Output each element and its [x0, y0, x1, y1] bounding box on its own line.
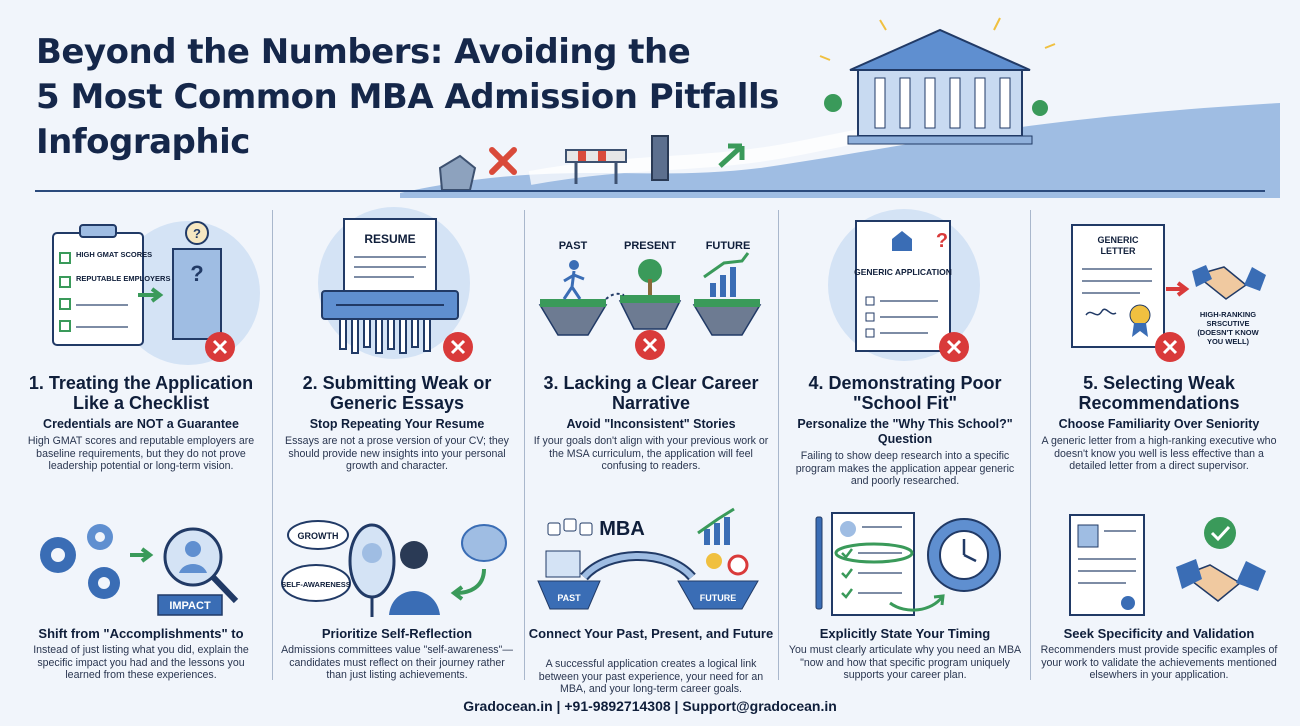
svg-text:PRESENT: PRESENT: [624, 240, 676, 252]
impact-illustration: [18, 505, 264, 625]
svg-text:PAST: PAST: [557, 593, 581, 603]
checklist-illustration: [18, 205, 264, 365]
pitfall-heading: 5. Selecting Weak Recommendations: [1078, 373, 1240, 413]
generic-letter-illustration: [1036, 205, 1282, 365]
bridge-illustration: [528, 505, 774, 625]
pitfall-subheading: Credentials are NOT a Guarantee: [43, 417, 239, 431]
pitfall-column-1: [18, 205, 264, 695]
pitfall-text: High GMAT scores and reputable employers are baseline requirements, but they do not prove leadership potential or long-term vision.: [27, 435, 255, 473]
pitfall-heading: 4. Demonstrating Poor "School Fit": [808, 373, 1002, 413]
bar-chart-icon: [704, 529, 710, 545]
timing-illustration: [782, 505, 1028, 625]
arrow-icon: [454, 569, 484, 599]
rock-icon: [440, 156, 475, 190]
tip-text: Admissions committees value "self-awareness"—candidates must reflect on their journey rather than just listing achievements.: [281, 644, 513, 682]
pitfall-text: If your goals don't align with your previous work or the MSA curriculum, the application will feel confusing to readers.: [533, 435, 769, 473]
arrow-icon: [130, 549, 150, 561]
title-line-3: Infographic: [36, 122, 250, 162]
footer-contact: Gradocean.in | +91-9892714308 | Support@gradocean.in: [463, 698, 837, 714]
seal-icon: [1121, 596, 1135, 610]
bar-chart-icon: [710, 283, 716, 297]
floating-island-icon: [540, 305, 606, 335]
pitfall-heading: 2. Submitting Weak or Generic Essays: [302, 373, 492, 413]
tip-text: Instead of just listing what you did, explain the specific impact you had and the lessons you learned from these experiences.: [33, 644, 249, 682]
career-narrative-illustration: [528, 205, 774, 365]
pitfall-text: Failing to show deep research into a specific program makes the application appear generic and poorly researched.: [795, 450, 1015, 488]
column-separator: [272, 210, 273, 680]
pen-icon: [816, 517, 822, 609]
walking-person-icon: [569, 260, 579, 270]
tip-heading: Prioritize Self-Reflection: [321, 626, 473, 641]
svg-text:MBA: MBA: [599, 518, 645, 540]
tip-heading: Seek Specificity and Validation: [1063, 626, 1255, 641]
target-icon: [729, 556, 747, 574]
lightbulb-icon: [706, 553, 722, 569]
svg-text:FUTURE: FUTURE: [705, 240, 751, 252]
pitfall-heading: 1. Treating the Application Like a Checklist: [28, 373, 254, 413]
svg-text:GENERICLETTER: GENERIC LETTER: [1097, 235, 1139, 256]
pitfall-subheading: Choose Familiarity Over Seniority: [1058, 417, 1260, 431]
floating-island-icon: [620, 301, 680, 329]
svg-text:?: ?: [935, 230, 949, 252]
svg-text:RESUME: RESUME: [364, 232, 416, 246]
hero-illustration: [380, 8, 1300, 198]
svg-text:GROWTH: GROWTH: [297, 531, 339, 541]
title-line-1: Beyond the Numbers: Avoiding the: [36, 32, 691, 72]
svg-text:?: ?: [190, 261, 204, 286]
self-reflection-illustration: [274, 505, 520, 625]
svg-text:?: ?: [193, 226, 201, 241]
tree-icon: [824, 94, 842, 112]
svg-text:IMPACT: IMPACT: [169, 600, 211, 612]
building-icon: [546, 551, 580, 577]
tip-heading: Shift from "Accomplishments" to: [38, 626, 244, 641]
arrow-icon: [1166, 283, 1186, 295]
column-separator: [524, 210, 525, 680]
svg-text:PAST: PAST: [558, 240, 588, 252]
pitfall-subheading: Personalize the "Why This School?" Question: [797, 417, 1013, 446]
tip-heading: Connect Your Past, Present, and Future: [528, 626, 774, 641]
validation-illustration: [1036, 505, 1282, 625]
pitfall-subheading: Stop Repeating Your Resume: [309, 417, 485, 431]
seal-icon: [1130, 305, 1150, 325]
shredder-illustration: [274, 205, 520, 365]
tree-icon: [1032, 100, 1048, 116]
person-icon: [400, 541, 428, 569]
school-icon: [892, 239, 912, 251]
pitfall-text: A generic letter from a high-ranking executive who doesn't know you well is less effective than a detailed letter from a direct supervisor.: [1041, 435, 1277, 473]
wall-block-icon: [652, 136, 668, 180]
svg-text:REPUTABLE EMPLOYERS: REPUTABLE EMPLOYERS: [76, 274, 171, 283]
floating-island-icon: [694, 305, 760, 335]
divider: [35, 190, 1265, 192]
svg-text:FUTURE: FUTURE: [699, 593, 737, 603]
checkmark-icon: [1204, 517, 1236, 549]
pitfall-column-2: [274, 205, 520, 695]
svg-text:GENERIC APPLICATION: GENERIC APPLICATION: [854, 267, 952, 277]
tip-text: You must clearly articulate why you need an MBA "now and how that specific program uniquely supports your career plan.: [788, 644, 1022, 682]
pitfall-heading: 3. Lacking a Clear Career Narrative: [543, 373, 759, 413]
pitfall-subheading: Avoid "Inconsistent" Stories: [566, 417, 736, 431]
pitfall-column-3: [528, 205, 774, 695]
svg-text:SELF-AWARENESS: SELF-AWARENESS: [281, 580, 351, 589]
cross-icon: [492, 150, 514, 172]
tip-text: Recommenders must provide specific examples of your work to validate the achievements mentioned elsewhers in your application.: [1040, 644, 1278, 682]
svg-text:HIGH GMAT SCORES: HIGH GMAT SCORES: [76, 250, 153, 259]
pitfall-text: Essays are not a prose version of your CV; they should provide new insights into your personal growth and character.: [285, 435, 509, 473]
brain-icon: [462, 525, 506, 561]
title-line-2: 5 Most Common MBA Admission Pitfalls: [36, 77, 779, 117]
pitfall-column-4: [782, 205, 1028, 695]
university-building-icon: [848, 30, 1032, 144]
svg-text:HIGH-RANKINGSRSCUTIVE(DOESN'T: HIGH-RANKING SRSCUTIVE (DOESN'T KNOW YOU WELL): [1197, 310, 1259, 346]
pitfall-column-5: [1036, 205, 1282, 695]
tip-heading: Explicitly State Your Timing: [819, 626, 991, 641]
generic-application-illustration: [782, 205, 1028, 365]
tip-text: A successful application creates a logical link between your past experience, your need for an MBA, and your long-term career goals.: [538, 658, 764, 696]
column-separator: [778, 210, 779, 680]
column-separator: [1030, 210, 1031, 680]
